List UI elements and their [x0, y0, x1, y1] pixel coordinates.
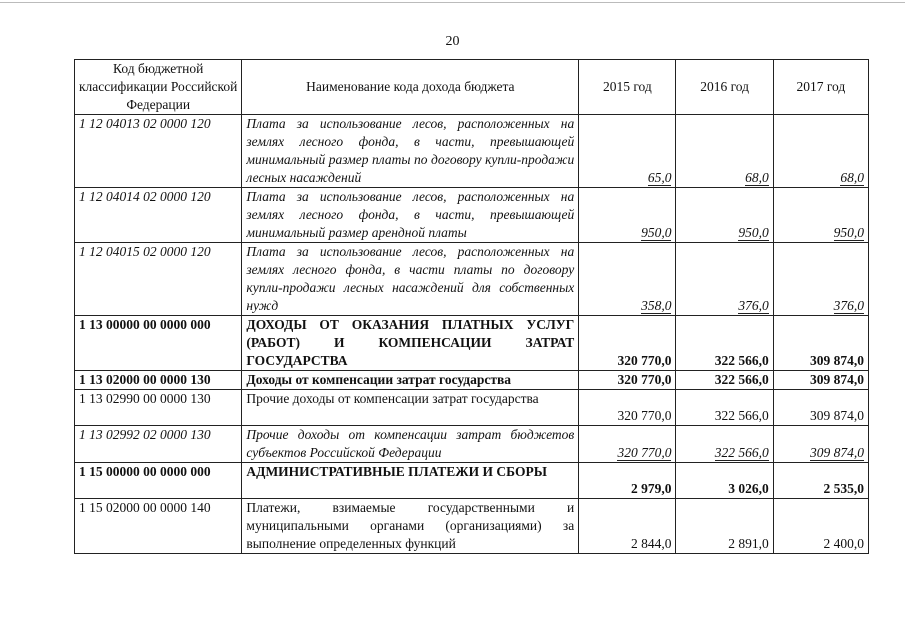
- row-code: 1 13 02992 02 0000 130: [75, 426, 242, 463]
- row-value-2017: [773, 316, 868, 371]
- row-value-2015: [579, 243, 676, 316]
- row-value-2015-text: 2 979,0: [630, 481, 672, 496]
- row-value-2015: [579, 188, 676, 243]
- row-value-2016: [676, 115, 773, 188]
- row-value-2016: [676, 390, 773, 426]
- row-value-2016-text: 68,0: [745, 170, 769, 185]
- row-value-2017: [773, 371, 868, 390]
- table-row: [75, 243, 869, 316]
- row-value-2015-text: 320 770,0: [617, 408, 672, 423]
- row-value-2017-text: 2 400,0: [823, 536, 864, 551]
- row-value-2016: [676, 499, 773, 554]
- row-value-2017: [773, 243, 868, 316]
- row-name: Прочие доходы от компенсации затрат бюджетов субъектов Российской Федерации: [242, 426, 579, 463]
- header-2015: 2015 год: [579, 60, 676, 115]
- row-value-2015-text: 320 770,0: [617, 353, 672, 368]
- row-code: 1 15 02000 00 0000 140: [75, 499, 242, 554]
- row-value-2016-text: 322 566,0: [714, 408, 769, 423]
- header-2016: 2016 год: [676, 60, 773, 115]
- table-row: [75, 499, 869, 554]
- row-value-2016: [676, 316, 773, 371]
- row-value-2016: [676, 243, 773, 316]
- row-value-2017-text: 309 874,0: [810, 353, 864, 368]
- row-code: 1 12 04014 02 0000 120: [75, 188, 242, 243]
- row-value-2015-text: 950,0: [641, 225, 672, 240]
- row-name: Платежи, взимаемые государственными и муниципальными органами (организациями) за выполнение определенных функций: [242, 499, 579, 554]
- row-value-2015-text: 358,0: [641, 298, 672, 313]
- table-row: [75, 188, 869, 243]
- row-value-2017: [773, 499, 868, 554]
- row-value-2016-text: 322 566,0: [714, 353, 769, 368]
- row-value-2015: [579, 463, 676, 499]
- row-value-2017-text: 2 535,0: [823, 481, 864, 496]
- row-value-2015-text: 320 770,0: [617, 372, 672, 387]
- row-value-2015: [579, 115, 676, 188]
- row-value-2017: [773, 188, 868, 243]
- row-name: Плата за использование лесов, расположенных на землях лесного фонда, в части, превышающей минимальный размер платы по договору купли-продажи лесных насаждений: [242, 115, 579, 188]
- table-body: [75, 115, 869, 554]
- row-value-2017-text: 950,0: [833, 225, 864, 240]
- row-value-2015: [579, 316, 676, 371]
- header-name: Наименование кода дохода бюджета: [242, 60, 579, 115]
- row-value-2016-text: 322 566,0: [714, 445, 769, 460]
- row-value-2016-text: 322 566,0: [714, 372, 769, 387]
- row-value-2017-text: 309 874,0: [810, 445, 864, 460]
- row-value-2015-text: 320 770,0: [617, 445, 672, 460]
- row-value-2017: [773, 115, 868, 188]
- row-value-2015: [579, 371, 676, 390]
- row-value-2015: [579, 426, 676, 463]
- header-2017: 2017 год: [773, 60, 868, 115]
- row-value-2016: [676, 371, 773, 390]
- header-code: Код бюджетной классификации Российской Федерации: [75, 60, 242, 115]
- row-value-2017-text: 309 874,0: [810, 408, 864, 423]
- table-row: [75, 316, 869, 371]
- scan-top-rule: [0, 2, 905, 3]
- table-row: [75, 115, 869, 188]
- row-value-2016-text: 950,0: [738, 225, 769, 240]
- row-code: 1 13 02000 00 0000 130: [75, 371, 242, 390]
- row-value-2016-text: 376,0: [738, 298, 769, 313]
- row-code: 1 12 04013 02 0000 120: [75, 115, 242, 188]
- row-name: Доходы от компенсации затрат государства: [242, 371, 579, 390]
- table-row: [75, 463, 869, 499]
- row-value-2015: [579, 499, 676, 554]
- row-code: 1 15 00000 00 0000 000: [75, 463, 242, 499]
- table-row: [75, 390, 869, 426]
- row-code: 1 12 04015 02 0000 120: [75, 243, 242, 316]
- row-value-2016: [676, 426, 773, 463]
- budget-revenue-table: [74, 59, 869, 554]
- row-code: 1 13 02990 00 0000 130: [75, 390, 242, 426]
- row-name: ДОХОДЫ ОТ ОКАЗАНИЯ ПЛАТНЫХ УСЛУГ (РАБОТ) И КОМПЕНСАЦИИ ЗАТРАТ ГОСУДАРСТВА: [242, 316, 579, 371]
- row-name: АДМИНИСТРАТИВНЫЕ ПЛАТЕЖИ И СБОРЫ: [242, 463, 579, 499]
- table-row: [75, 371, 869, 390]
- row-value-2015-text: 65,0: [647, 170, 672, 185]
- row-value-2016-text: 2 891,0: [728, 536, 769, 551]
- row-value-2017-text: 68,0: [840, 170, 864, 185]
- row-value-2017: [773, 390, 868, 426]
- row-value-2017: [773, 426, 868, 463]
- row-name: Плата за использование лесов, расположенных на землях лесного фонда, в части, превышающей минимальный размер арендной платы: [242, 188, 579, 243]
- row-code: 1 13 00000 00 0000 000: [75, 316, 242, 371]
- row-value-2017: [773, 463, 868, 499]
- table-header-row: [75, 60, 869, 115]
- row-value-2016-text: 3 026,0: [728, 481, 769, 496]
- row-value-2016: [676, 463, 773, 499]
- row-name: Прочие доходы от компенсации затрат государства: [242, 390, 579, 426]
- row-value-2017-text: 309 874,0: [810, 372, 864, 387]
- table-row: [75, 426, 869, 463]
- row-value-2017-text: 376,0: [833, 298, 864, 313]
- row-name: Плата за использование лесов, расположенных на землях лесного фонда, в части платы по договору купли-продажи лесных насаждений для собственных нужд: [242, 243, 579, 316]
- row-value-2015: [579, 390, 676, 426]
- page-number: 20: [445, 34, 460, 49]
- row-value-2015-text: 2 844,0: [630, 536, 672, 551]
- row-value-2016: [676, 188, 773, 243]
